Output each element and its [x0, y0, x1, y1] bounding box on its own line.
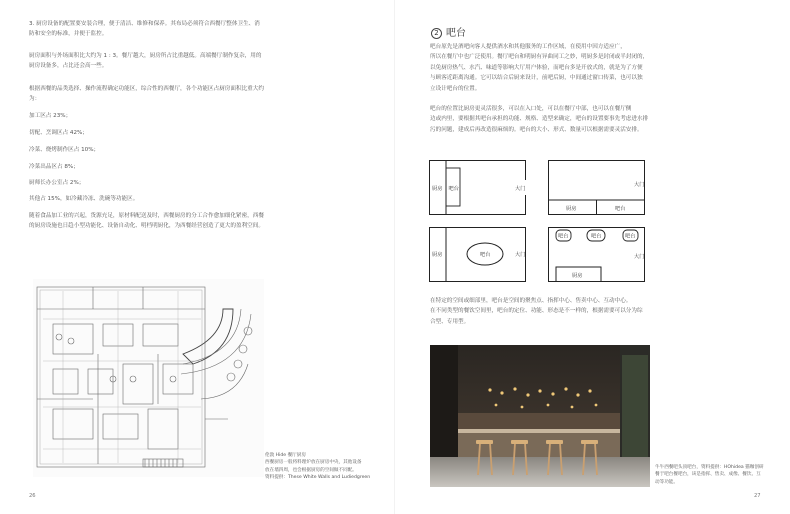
list-item: 其他占 15%，如冷藏冷冻、洗碗等功能区。 — [29, 196, 139, 202]
bar-types-paragraph: 在特定的空间或细部里，吧台是空间的聚焦点、指挥中心、售卖中心、互动中心。 在不同类型的餐饮空间里，吧台的定位、功能、形态是不一样的，根据需要可以分为综 合型、专用型。 — [430, 298, 643, 325]
label-bar: 吧台 — [615, 206, 626, 212]
label-entrance: 大门 — [515, 252, 526, 258]
list-item: 冷菜、烧烤制作区占 10%； — [29, 147, 100, 153]
layout-diagram-bar-beside-kitchen — [429, 160, 526, 215]
list-item: 冷菜出品区占 8%； — [29, 164, 79, 170]
layout-diagram-bar-bottom — [548, 160, 645, 215]
label-kitchen: 厨房 — [572, 273, 583, 279]
paragraph: 厨房面积与外场面积比大约为 1 : 3。餐厅越大，厨房所占比重越低。高端餐厅制作复杂，用的厨房设备多，占比还会高一些。 — [29, 53, 262, 70]
page-number: 27 — [754, 493, 761, 499]
label-bar: 吧台 — [480, 252, 491, 258]
page-number: 26 — [29, 493, 36, 499]
layout-diagram-island-bar — [429, 227, 526, 282]
bar-position-paragraph: 吧台的位置比厨房更灵活很多，可以在入口处，可以在餐厅中部，也可以在餐厅侧 边或内里，要根据其吧台承担的功能、规格、造型来确定，吧台的设置要事先考虑进水排 污的问题，建成后再改造很麻烦的。吧台的大小、形式、数量可以根据需要灵活安排。 — [430, 106, 649, 133]
list-item: 切配、烹调区占 42%； — [29, 130, 88, 136]
section-title-text: 吧台 — [446, 28, 466, 39]
paragraph: 3. 厨房设备的配置要安装合理，便于清洁、维修和保养。其布局必须符合西餐厅整体卫生、消防和安全的标准，并便于监控。 — [29, 21, 260, 38]
label-bar: 吧台 — [448, 186, 459, 192]
label-entrance: 大门 — [634, 182, 645, 188]
layout-diagram-multiple-bars — [548, 227, 645, 282]
kitchen-floor-plan — [33, 279, 264, 477]
paragraph: 随着食品加工业的兴起，货源充足，原材料配送及时，西餐厨房的分工合作愈加细化紧密，西餐的厨房设施也日趋小型功能化、设备自动化、明档明厨化，为西餐经营创造了更大的盈利空间。 — [29, 213, 264, 230]
label-bar: 吧台 — [591, 233, 602, 240]
label-entrance: 大门 — [515, 186, 526, 192]
section-number-badge: 2 — [431, 28, 442, 39]
paragraph: 根据西餐的品类选择、操作流程确定功能区，综合性的西餐厅，各个功能区占厨房面积比重大约为： — [29, 86, 264, 103]
label-kitchen: 厨房 — [432, 186, 443, 192]
bar-intro-paragraph: 吧台原先是酒吧向客人提供酒水和其他服务的工作区域，在使用中因方适应广， 所以在餐厅中也广泛使用。餐厅吧台和明厨有异曲同工之妙，明厨多是封闭或半封闭的， 以免厨房热气、水汽、味道等影响大厅用户体验，而吧台多是开放式的，就是为了方便 与顾客近距离沟通。它可以结合后厨来设计，前吧后厨，中间通过窗口传菜，也可以独 立设计吧台的位置。 — [430, 44, 649, 92]
label-kitchen: 厨房 — [566, 206, 577, 212]
list-item: 厨师长办公室占 2%； — [29, 180, 85, 186]
label-bar: 吧台 — [558, 233, 569, 240]
bar-interior-photo — [430, 345, 650, 487]
label-kitchen: 厨房 — [432, 252, 443, 258]
plan-caption: 伦敦 Hide 餐厅厨房 西餐厨房一般将料理炉放在厨房中央，其他设备 放在墙四周，也会根据厨房的空间做不同配。 资料提供：These White Walls and Ludiedgreen — [265, 453, 371, 481]
list-item: 加工区占 23%； — [29, 113, 72, 119]
photo-caption: 牛牛西餐吧头顶吧台，资料提供：HOhidea 猫咖创研 餐于吧台餐吧台，该是指挥、售卖、成像、餐饮、互 动等功能。 — [655, 465, 764, 485]
label-entrance: 大门 — [634, 254, 645, 260]
section-title — [431, 24, 466, 39]
label-bar: 吧台 — [625, 233, 636, 240]
